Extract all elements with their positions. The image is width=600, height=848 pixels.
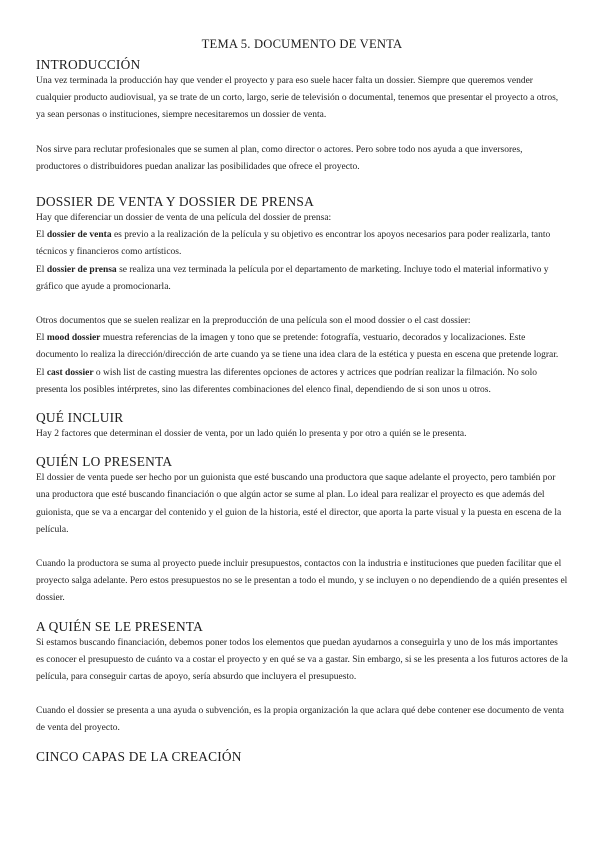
- intro-paragraph-1: Una vez terminada la producción hay que vender el proyecto y para eso suele hacer falta un dossier. Siempre que queremos vender cualquier producto audiovisual, ya se trate de un corto, largo, serie de televisión o documental, tenemos que presentar el proyecto a otros, ya sean personas o instituciones, siempre necesitaremos un dossier de venta.: [36, 76, 559, 121]
- quien-presenta-paragraph-1: El dossier de venta puede ser hecho por un guionista que esté buscando una productora que saque adelante el proyecto, pero también por una productora que esté buscando financiación o que algún actor se sume al plan. Lo ideal para realizar el proyecto es que además del guionista, que se va a encargar del contenido y el guion de la historia, esté el director, que aporta la parte visual y la puesta en escena de la película.: [36, 473, 562, 535]
- heading-introduccion: INTRODUCCIÓN: [36, 57, 141, 72]
- term-cast-dossier: cast dossier: [46, 367, 94, 378]
- dossier-prensa-paragraph: El dossier de prensa se realiza una vez terminada la película por el departamento de marketing. Incluye todo el material informativo y gráfico que ayude a promocionarla.: [36, 264, 549, 292]
- que-incluir-paragraph: Hay 2 factores que determinan el dossier de venta, por un lado quién lo presenta y por otro a quién se le presenta.: [36, 429, 467, 440]
- document-page: [36, 36, 568, 765]
- term-mood-dossier: mood dossier: [46, 333, 101, 344]
- dossier-intro-paragraph: Hay que diferenciar un dossier de venta de una película del dossier de prensa:: [36, 213, 332, 224]
- quien-presenta-paragraph-2: Cuando la productora se suma al proyecto puede incluir presupuestos, contactos con la industria e instituciones que pueden facilitar que el proyecto salga adelante. Pero estos presupuestos no se le presentan a todo el mundo, y se incluyen o no dependiendo de a quién presentes el dossier.: [36, 559, 568, 604]
- heading-cinco-capas: CINCO CAPAS DE LA CREACIÓN: [36, 748, 242, 764]
- heading-dossier-venta-prensa: DOSSIER DE VENTA Y DOSSIER DE PRENSA: [36, 194, 314, 210]
- document-title: TEMA 5. DOCUMENTO DE VENTA: [201, 37, 403, 51]
- cast-dossier-paragraph: El cast dossier o wish list de casting muestra las diferentes opciones de actores y actrices que podrían realizar la filmación. No solo presenta los posibles intérpretes, sino las diferentes combinaciones del elenco final, dependiendo de si son unos u otros.: [36, 367, 537, 395]
- mood-dossier-paragraph: El mood dossier muestra referencias de la imagen y tono que se pretende: fotografía, vestuario, decorados y localizaciones. Este documento lo realiza la dirección/dirección de arte cuando ya se tiene una idea clara de la estética y puesta en escena que pretende lograr.: [36, 333, 559, 361]
- intro-paragraph-2: Nos sirve para reclutar profesionales que se sumen al plan, como director o actores. Pero sobre todo nos ayuda a que inversores, productores o distribuidores puedan analizar las posibilidades que ofrece el proyecto.: [36, 144, 523, 172]
- heading-quien-lo-presenta: QUIÉN LO PRESENTA: [36, 454, 173, 470]
- a-quien-paragraph-1: Si estamos buscando financiación, debemos poner todos los elementos que puedan ayudarnos a conseguirla y uno de los más importantes es conocer el presupuesto de cuánto va a costar el proyecto y en qué se va a gastar. Sin embargo, si se les presenta a los futuros actores de la película, para conseguir cartas de apoyo, sería absurdo que incluyera el presupuesto.: [36, 637, 568, 683]
- dossier-venta-paragraph: El dossier de venta es previo a la realización de la película y su objetivo es encontrar los apoyos necesarios para poder realizarla, tanto técnicos y financieros como artísticos.: [36, 230, 551, 258]
- heading-a-quien-se-le-presenta: A QUIÉN SE LE PRESENTA: [36, 618, 203, 634]
- heading-que-incluir: QUÉ INCLUIR: [36, 410, 124, 426]
- term-dossier-de-prensa: dossier de prensa: [46, 264, 117, 275]
- term-dossier-de-venta: dossier de venta: [46, 230, 112, 241]
- a-quien-paragraph-2: Cuando el dossier se presenta a una ayuda o subvención, es la propia organización la que aclara qué debe contener ese documento de venta de venta del proyecto.: [36, 706, 564, 734]
- otros-documentos-paragraph: Otros documentos que se suelen realizar en la preproducción de una película son el mood dossier o el cast dossier:: [36, 316, 471, 327]
